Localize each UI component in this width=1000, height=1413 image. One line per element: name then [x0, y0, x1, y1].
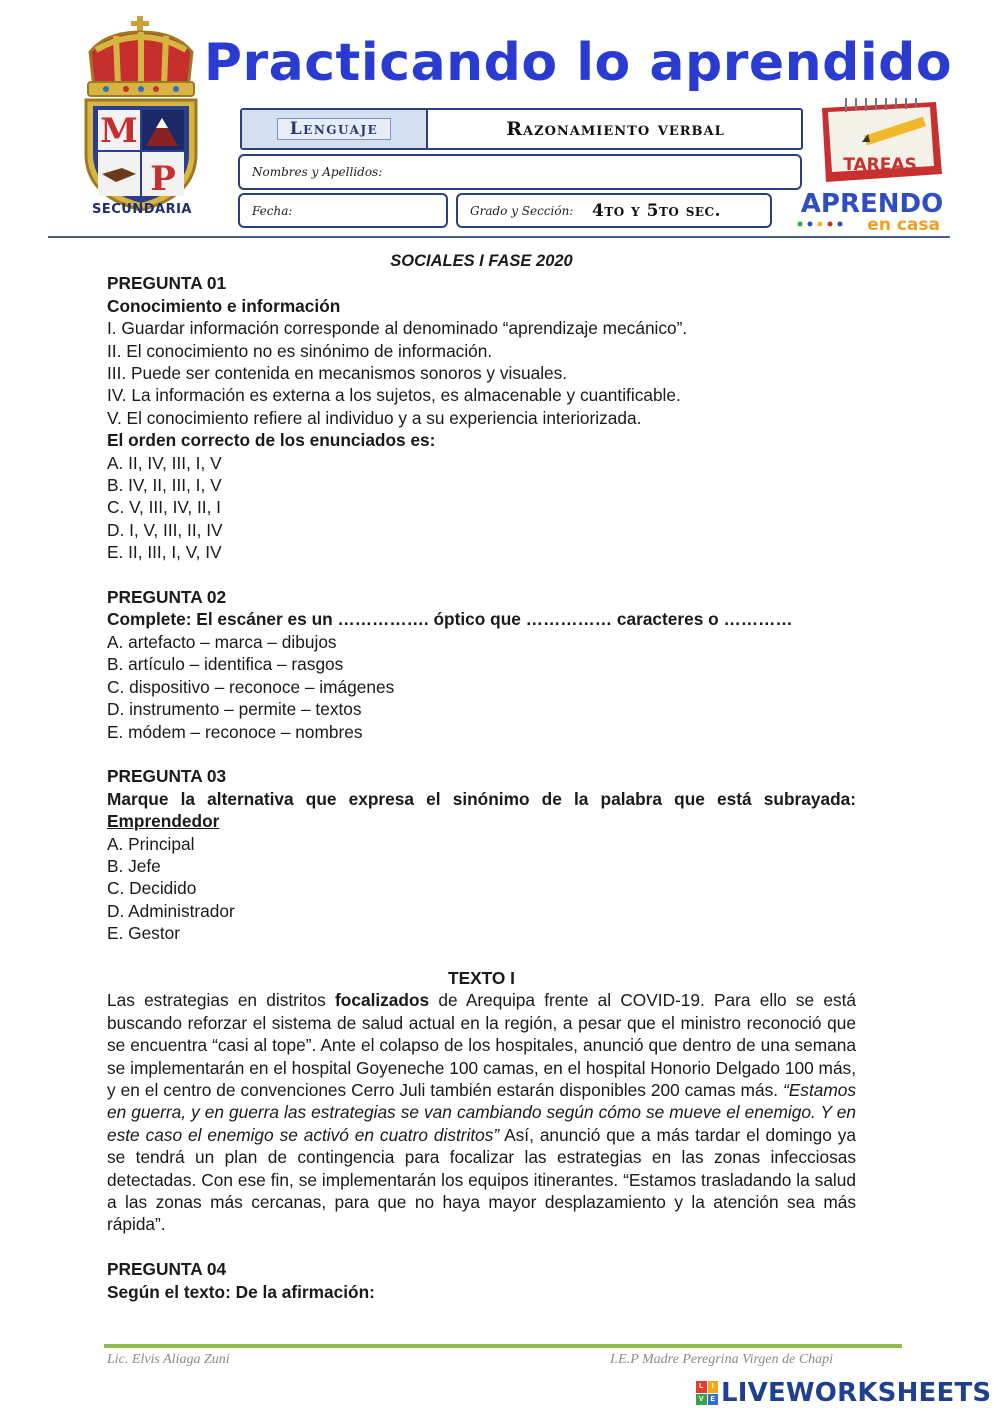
q1-option-a[interactable]: A. II, IV, III, I, V [107, 452, 222, 473]
subject-tab-label: Lenguaje [277, 118, 392, 140]
q1-option-b[interactable]: B. IV, II, III, I, V [107, 475, 222, 496]
banner-title-text: Practicando lo aprendido [203, 33, 953, 93]
q1-statement: IV. La información es externa a los sujetos, es almacenable y cuantificable. [107, 385, 681, 406]
q3-prompt-block [107, 788, 856, 833]
q1-option-d[interactable]: D. I, V, III, II, IV [107, 519, 223, 540]
q1-option-c[interactable]: C. V, III, IV, II, I [107, 497, 221, 518]
document-heading: SOCIALES I FASE 2020 [390, 252, 573, 270]
q2-option-c[interactable]: C. dispositivo – reconoce – imágenes [107, 676, 395, 697]
badge-letter: V [696, 1394, 707, 1406]
texto1-quote: “Estamos en guerra, y en guerra las estrategias se van cambiando según cómo se mueve el enemigo. Y en este caso el enemigo se activó en cuatro distritos” [107, 1079, 856, 1145]
q1-statement: V. El conocimiento refiere al individuo y a su experiencia interiorizada. [107, 407, 642, 428]
q2-title: PREGUNTA 02 [107, 587, 227, 608]
badge-letter: I [708, 1381, 719, 1393]
texto1-end: Así, anunció que a más tardar el domingo ya se tendrá un plan de contingencia para focalizar las estrategias en las zonas infecciosas detectadas. Con ese fin, se implementarán los equipos itinerantes. “Estamos trasladando la salud a las zonas más cercanas, para que no haya mayor desplazamiento y la atención sea más rápida”. [107, 1124, 856, 1235]
q1-statement: II. El conocimiento no es sinónimo de información. [107, 340, 493, 361]
footer-divider [104, 1344, 902, 1348]
q2-prompt: Complete: El escáner es un ……………. óptico que …………… caracteres o ………… [107, 609, 793, 630]
q2-option-e[interactable]: E. módem – reconoce – nombres [107, 721, 363, 742]
q1-statement: III. Puede ser contenida en mecanismos sonoros y visuales. [107, 363, 568, 384]
texto1-title: TEXTO I [448, 967, 515, 988]
aprendo-sub: en casa [867, 215, 940, 235]
q3-option-a[interactable]: A. Principal [107, 833, 195, 854]
q3-option-c[interactable]: C. Decidido [107, 878, 197, 899]
notebook-label: TAREAS [843, 155, 917, 175]
liveworksheets-label: LIVEWORKSHEETS [721, 1378, 992, 1408]
q1-title: PREGUNTA 01 [107, 273, 227, 294]
texto1-start: Las estrategias en distritos [107, 990, 326, 1011]
q2-option-b[interactable]: B. artículo – identifica – rasgos [107, 654, 344, 675]
grade-field[interactable] [456, 193, 772, 228]
q1-option-e[interactable]: E. II, III, I, V, IV [107, 542, 222, 563]
date-field[interactable] [238, 193, 448, 228]
q4-title: PREGUNTA 04 [107, 1259, 227, 1280]
liveworksheets-brand[interactable] [696, 1376, 991, 1410]
badge-letter: E [708, 1394, 719, 1406]
subject-course-box [240, 108, 803, 150]
grade-value: 4to y 5to sec. [592, 201, 722, 221]
q3-underlined-word: Emprendedor [107, 811, 220, 832]
names-field[interactable] [238, 154, 802, 190]
worksheet-body [107, 250, 856, 1303]
q2-option-a[interactable]: A. artefacto – marca – dibujos [107, 631, 337, 652]
q3-title: PREGUNTA 03 [107, 766, 227, 787]
texto1-bold-word: focalizados [335, 990, 430, 1011]
texto1-mid: de Arequipa frente al COVID-19. Para ello se está buscando reforzar el sistema de salud actual en la región, a pesar que el ministro reconoció que se encuentra “casi al tope”. Ante el colapso de los hospitales, anunció que dentro de una semana se implementarán en el hospital Goyeneche 100 camas, en el hospital Honorio Delgado 100 más, y en el centro de convenciones Cerro Juli también estarán disponibles 200 camas más. [107, 990, 856, 1100]
aprendo-title: APRENDO [800, 189, 944, 219]
aprendo-en-casa-logo [792, 186, 952, 235]
date-label: Fecha: [252, 204, 293, 218]
grade-label: Grado y Sección: [470, 204, 574, 218]
school-crest-logo [76, 14, 206, 224]
course-title: Razonamiento verbal [506, 118, 725, 140]
subject-tab [242, 110, 428, 148]
q3-prompt: Marque la alternativa que expresa el sinónimo de la palabra que está subrayada: [107, 788, 856, 809]
q4-prompt: Según el texto: De la afirmación: [107, 1281, 375, 1302]
header-divider [48, 236, 950, 238]
liveworksheets-badge-icon [696, 1381, 718, 1405]
logo-letter-m: M [100, 111, 138, 151]
names-label: Nombres y Apellidos: [252, 165, 383, 179]
q1-statement: I. Guardar información corresponde al denominado “aprendizaje mecánico”. [107, 318, 688, 339]
badge-letter: L [696, 1381, 707, 1393]
q3-option-e[interactable]: E. Gestor [107, 923, 180, 944]
logo-letter-p: P [150, 159, 176, 199]
tareas-notebook-icon [812, 96, 950, 188]
q3-option-d[interactable]: D. Administrador [107, 900, 235, 921]
texto1-paragraph [107, 989, 856, 1235]
q1-prompt: El orden correcto de los enunciados es: [107, 430, 436, 451]
q3-option-b[interactable]: B. Jefe [107, 855, 161, 876]
q2-option-d[interactable]: D. instrumento – permite – textos [107, 699, 362, 720]
q1-subtitle: Conocimiento e información [107, 295, 341, 316]
banner-title [203, 18, 953, 108]
logo-label: SECUNDARIA [92, 202, 192, 217]
footer-school: I.E.P Madre Peregrina Virgen de Chapi [610, 1352, 834, 1367]
footer-author: Lic. Elvis Aliaga Zuni [107, 1352, 230, 1367]
